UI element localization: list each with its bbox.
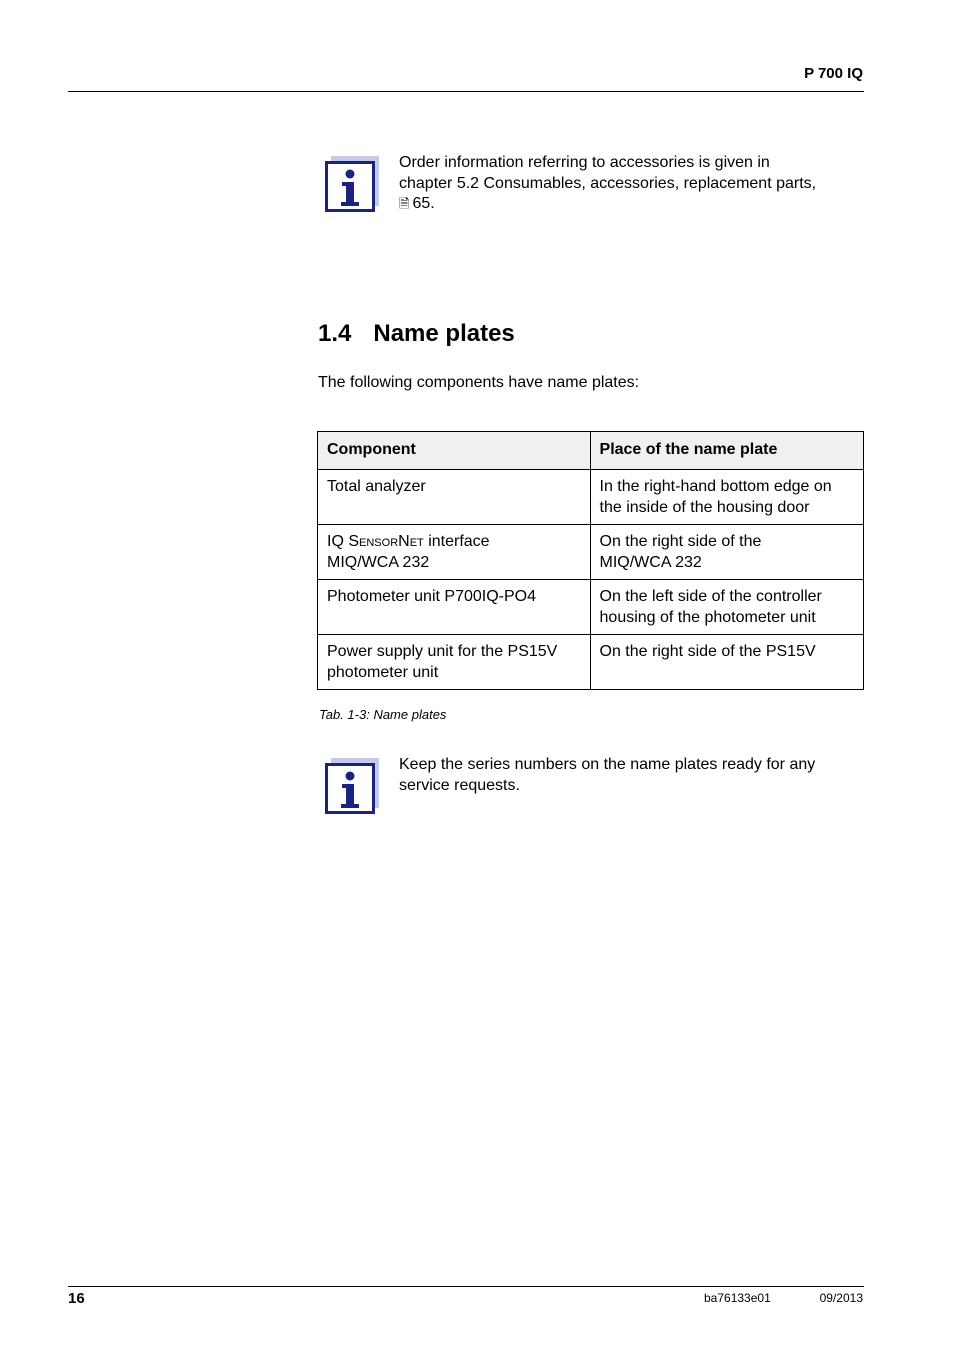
cell-line: On the right side of the [599,533,762,550]
cell-line: On the right side of the PS15V [599,643,816,660]
header-divider [68,91,864,92]
cell-line: Total analyzer [327,478,426,495]
page-reference-link[interactable]: 65. [412,195,435,212]
cell-line: MIQ/WCA 232 [599,554,702,571]
cell-line [327,531,581,552]
document-title: P 700 IQ [804,65,863,82]
section-title: Name plates [373,320,515,347]
table-row [318,635,864,690]
component-cell [318,470,591,525]
info-icon [325,758,379,814]
component-suffix: interface [423,533,490,550]
table-row [318,470,864,525]
cell-line: In the right-hand bottom edge on [599,478,832,495]
document-id: ba76133e01 [704,1291,771,1305]
note-line: Order information referring to accessories is given in [399,154,770,171]
footer-divider [68,1286,864,1287]
note-line: chapter 5.2 Consumables, accessories, replacement parts, [399,174,817,192]
cell-line: Power supply unit for the PS15V [327,643,558,660]
table-header-row [318,432,864,470]
sensornet-name: SensorNet [348,533,424,550]
note-line: Keep the series numbers on the name plates ready for any [399,756,816,773]
section-intro: The following components have name plates: [318,374,640,391]
cell-line: photometer unit [327,664,439,681]
component-cell [318,580,591,635]
info-icon [325,156,379,212]
document-date: 09/2013 [819,1291,863,1305]
page-number: 16 [68,1290,85,1307]
component-prefix: IQ [327,533,349,550]
table-row [318,580,864,635]
column-header-place: Place of the name plate [590,432,863,470]
accessories-note [399,153,861,216]
name-plates-table [317,431,864,690]
cell-line: Photometer unit P700IQ-PO4 [327,588,536,605]
series-number-note [399,755,861,796]
table-caption: Tab. 1-3: Name plates [319,707,447,722]
cell-line: On the left side of the controller [599,588,822,605]
place-cell [590,580,863,635]
page-reference-icon: 🗎 [399,197,410,212]
place-cell [590,525,863,580]
component-cell [318,635,591,690]
note-line: service requests. [399,776,520,794]
place-cell [590,470,863,525]
table-row [318,525,864,580]
place-cell [590,635,863,690]
section-number: 1.4 [318,320,352,347]
section-heading [318,320,515,348]
note-line [399,194,861,216]
component-cell [318,525,591,580]
column-header-component: Component [318,432,591,470]
cell-line: MIQ/WCA 232 [327,554,430,571]
cell-line: the inside of the housing door [599,499,810,516]
cell-line: housing of the photometer unit [599,609,816,626]
